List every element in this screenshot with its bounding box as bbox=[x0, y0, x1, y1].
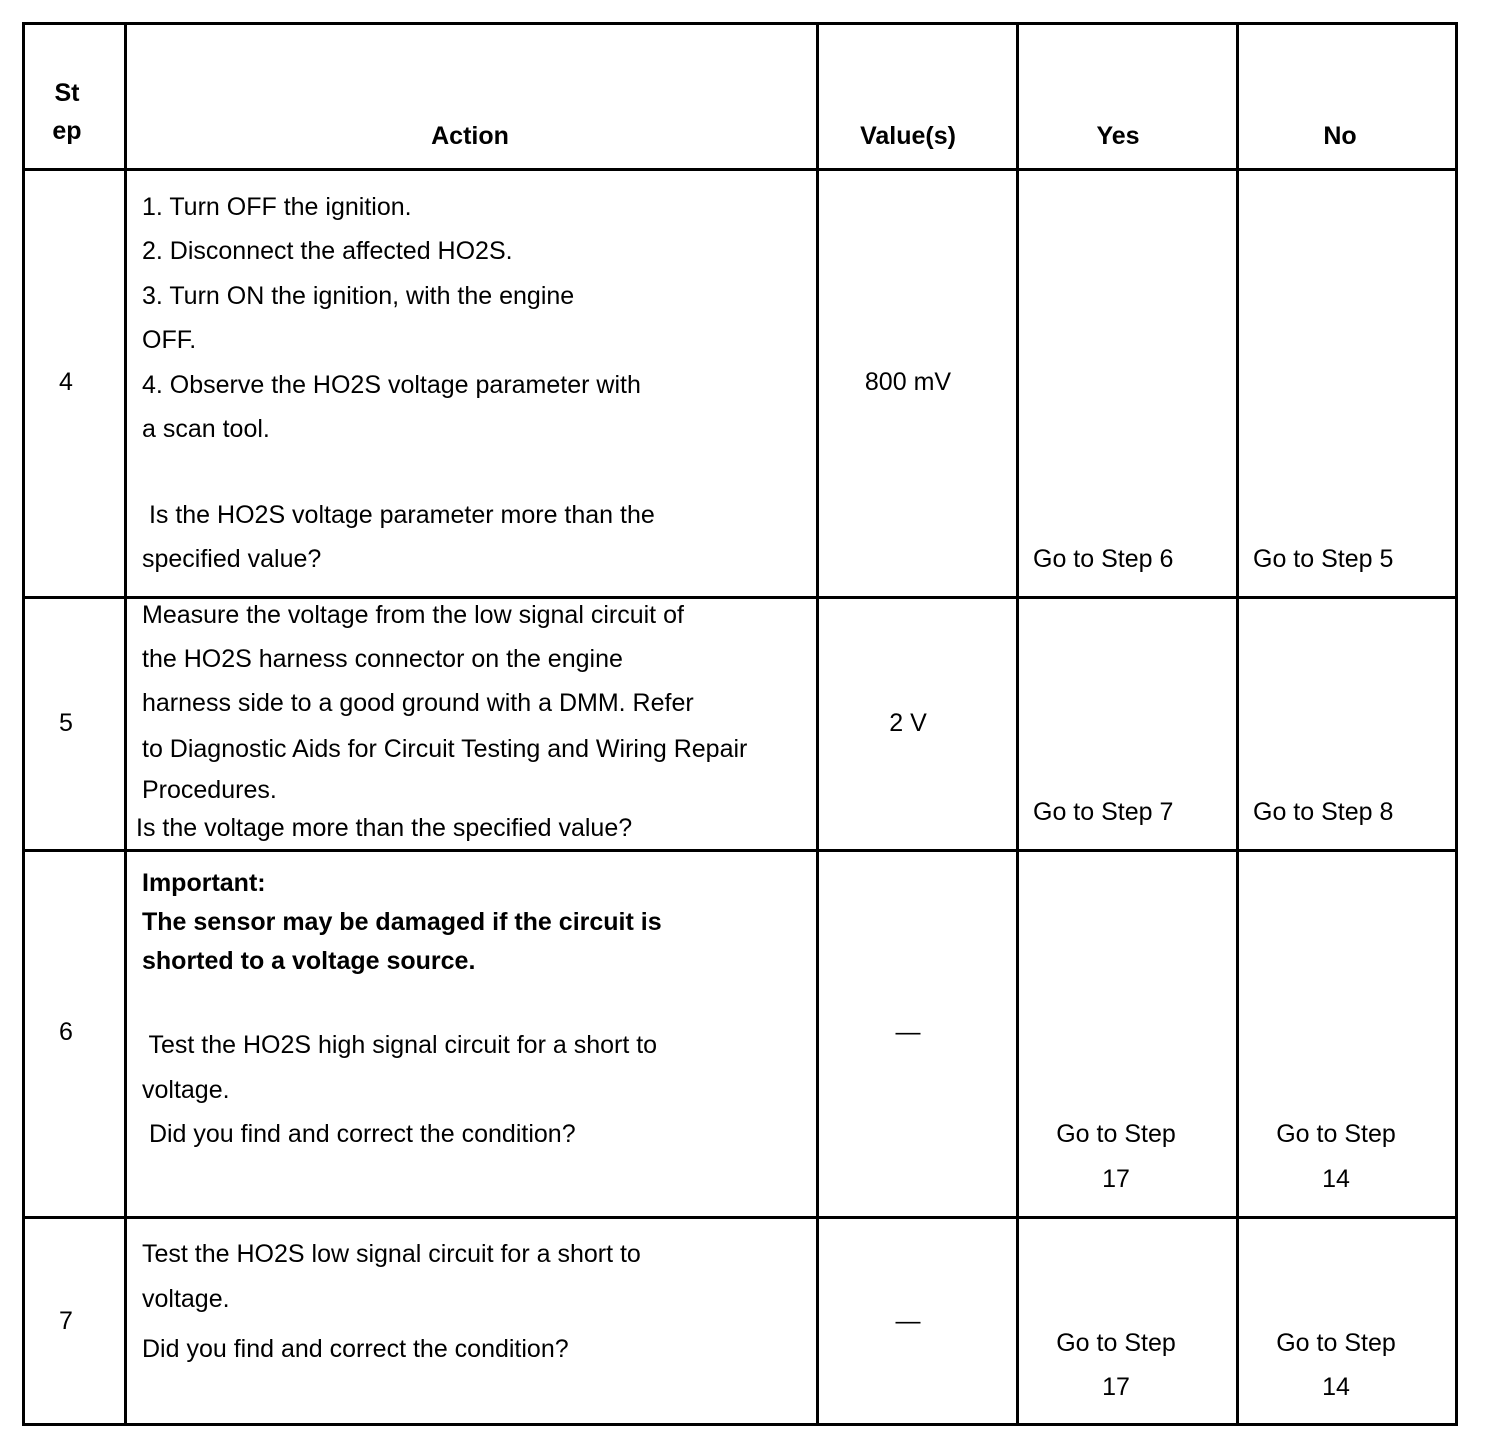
specified-value: 2 V bbox=[889, 709, 927, 737]
step-number: 7 bbox=[59, 1307, 73, 1335]
yes-action: Go to Step bbox=[1056, 1120, 1176, 1148]
important-note: The sensor may be damaged if the circuit is bbox=[142, 908, 662, 936]
step-number: 4 bbox=[59, 368, 73, 396]
yes-action: Go to Step 6 bbox=[1033, 545, 1174, 573]
action-line: 4. Observe the HO2S voltage parameter with bbox=[142, 371, 641, 399]
diagnostic-table bbox=[22, 22, 1458, 1426]
action-question: Is the HO2S voltage parameter more than the bbox=[142, 501, 655, 529]
specified-value: — bbox=[895, 1307, 921, 1335]
header-no: No bbox=[1323, 122, 1357, 150]
action-line: to Diagnostic Aids for Circuit Testing and Wiring Repair bbox=[142, 735, 748, 763]
specified-value: — bbox=[895, 1018, 921, 1046]
header-yes: Yes bbox=[1096, 122, 1140, 150]
no-action: Go to Step 5 bbox=[1253, 545, 1394, 573]
action-line: Test the HO2S low signal circuit for a short to bbox=[142, 1240, 641, 1268]
important-label: Important: bbox=[142, 869, 266, 897]
action-line: 1. Turn OFF the ignition. bbox=[142, 193, 412, 221]
no-action: Go to Step 8 bbox=[1253, 798, 1394, 826]
action-question: specified value? bbox=[142, 545, 322, 573]
no-action: Go to Step bbox=[1276, 1120, 1396, 1148]
action-line: 3. Turn ON the ignition, with the engine bbox=[142, 282, 575, 310]
yes-action: Go to Step 7 bbox=[1033, 798, 1174, 826]
action-line: voltage. bbox=[142, 1076, 230, 1104]
header-step-line1: St bbox=[54, 79, 80, 107]
action-question: Did you find and correct the condition? bbox=[142, 1120, 576, 1148]
header-step-line2: ep bbox=[52, 117, 82, 145]
table-border-bottom bbox=[22, 1423, 1458, 1426]
header-action: Action bbox=[431, 122, 509, 150]
yes-action: Go to Step bbox=[1056, 1329, 1176, 1357]
action-line: Measure the voltage from the low signal circuit of bbox=[142, 601, 684, 629]
action-question: Is the voltage more than the specified value? bbox=[136, 814, 633, 842]
action-line: 2. Disconnect the affected HO2S. bbox=[142, 237, 513, 265]
no-action-step: 14 bbox=[1322, 1165, 1350, 1193]
step-number: 6 bbox=[59, 1018, 73, 1046]
action-question: Did you find and correct the condition? bbox=[142, 1335, 569, 1363]
action-line: the HO2S harness connector on the engine bbox=[142, 645, 623, 673]
important-note: shorted to a voltage source. bbox=[142, 947, 476, 975]
action-line: a scan tool. bbox=[142, 415, 270, 443]
row-divider bbox=[22, 168, 1458, 171]
action-line: Test the HO2S high signal circuit for a short to bbox=[142, 1031, 658, 1059]
header-values: Value(s) bbox=[860, 122, 956, 150]
action-line: OFF. bbox=[142, 326, 197, 354]
specified-value: 800 mV bbox=[864, 368, 952, 396]
step-number: 5 bbox=[59, 709, 73, 737]
row-divider bbox=[22, 1216, 1458, 1219]
yes-action-step: 17 bbox=[1102, 1373, 1130, 1401]
no-action: Go to Step bbox=[1276, 1329, 1396, 1357]
action-line: Procedures. bbox=[142, 776, 277, 804]
table-border-top bbox=[22, 22, 1458, 25]
yes-action-step: 17 bbox=[1102, 1165, 1130, 1193]
action-line: voltage. bbox=[142, 1285, 230, 1313]
action-line: harness side to a good ground with a DMM. Refer bbox=[142, 689, 694, 717]
header-step bbox=[22, 74, 112, 150]
no-action-step: 14 bbox=[1322, 1373, 1350, 1401]
